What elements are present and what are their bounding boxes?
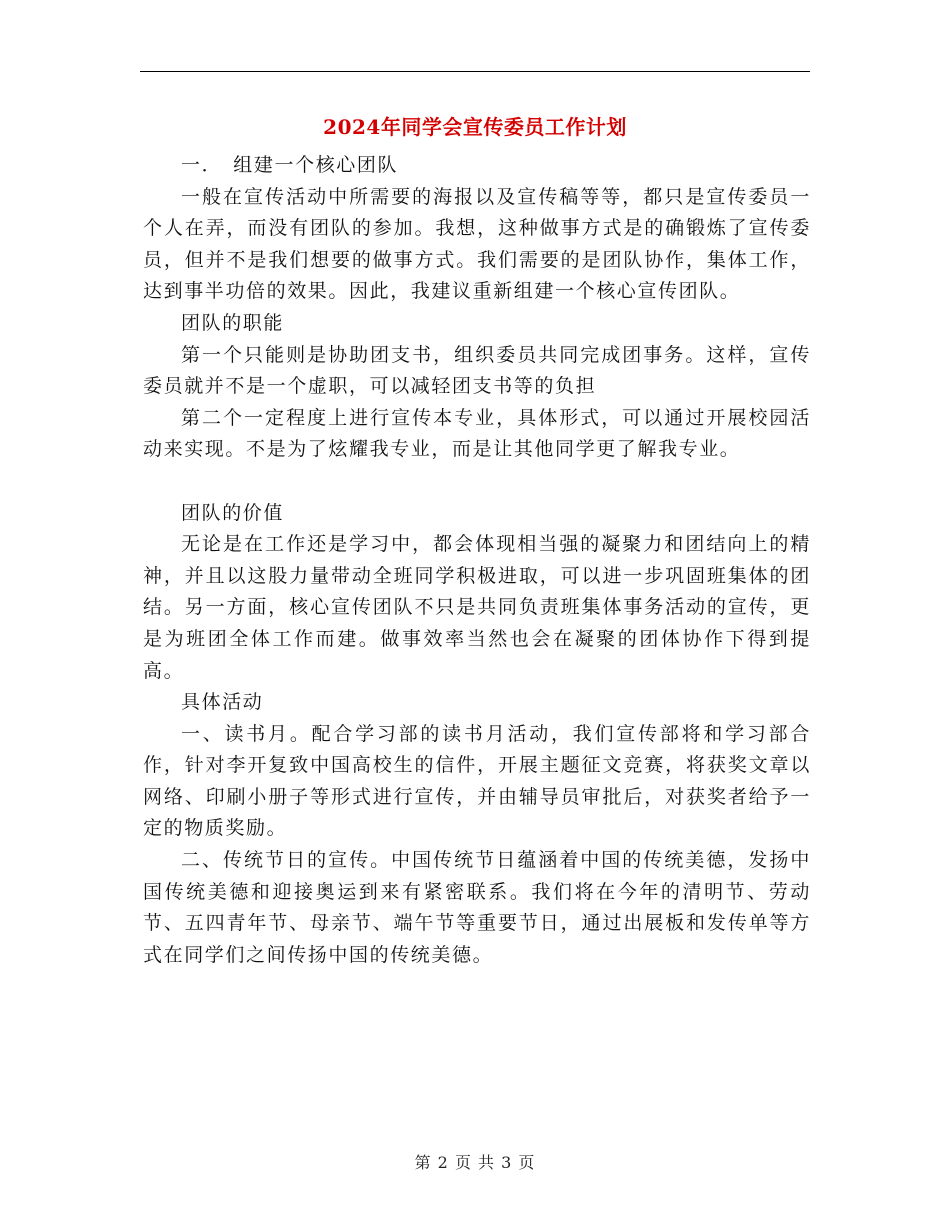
body-paragraph: 一般在宣传活动中所需要的海报以及宣传稿等等，都只是宣传委员一个人在弄，而没有团队的参加。我想，这种做事方式是的确锻炼了宣传委员，但并不是我们想要的做事方式。我们需要的是团队协作，集体工作，达到事半功倍的效果。因此，我建议重新组建一个核心宣传团队。 bbox=[143, 185, 811, 303]
body-paragraph: 无论是在工作还是学习中，都会体现相当强的凝聚力和团结向上的精神，并且以这股力量带动全班同学积极进取，可以进一步巩固班集体的团结。另一方面，核心宣传团队不只是共同负责班集体事务活动的宣传，更是为班团全体工作而建。做事效率当然也会在凝聚的团体协作下得到提高。 bbox=[143, 533, 811, 682]
body-paragraph: 一、读书月。配合学习部的读书月活动，我们宣传部将和学习部合作，针对李开复致中国高校生的信件，开展主题征文竞赛，将获奖文章以网络、印刷小册子等形式进行宣传，并由辅导员审批后，对获奖者给予一定的物质奖励。 bbox=[143, 722, 811, 840]
document-body bbox=[143, 150, 811, 971]
section-heading: 具体活动 bbox=[181, 691, 264, 714]
section-heading: 团队的价值 bbox=[181, 501, 285, 524]
body-paragraph: 二、传统节日的宣传。中国传统节日蕴涵着中国的传统美德，发扬中国传统美德和迎接奥运到来有紧密联系。我们将在今年的清明节、劳动节、五四青年节、母亲节、端午节等重要节日，通过出展板和发传单等方式在同学们之间传扬中国的传统美德。 bbox=[143, 849, 811, 966]
body-paragraph: 第二个一定程度上进行宣传本专业，具体形式，可以通过开展校园活动来实现。不是为了炫耀我专业，而是让其他同学更了解我专业。 bbox=[143, 406, 811, 461]
page-number-footer: 第 2 页 共 3 页 bbox=[414, 1153, 536, 1172]
section-heading: 一． 组建一个核心团队 bbox=[181, 154, 399, 176]
header-rule bbox=[140, 71, 810, 72]
body-paragraph: 第一个只能则是协助团支书，组织委员共同完成团事务。这样，宣传委员就并不是一个虚职，可以减轻团支书等的负担 bbox=[143, 343, 811, 398]
document-title: 2024年同学会宣传委员工作计划 bbox=[323, 115, 627, 139]
section-heading: 团队的职能 bbox=[181, 311, 285, 334]
blank-line bbox=[143, 466, 811, 498]
